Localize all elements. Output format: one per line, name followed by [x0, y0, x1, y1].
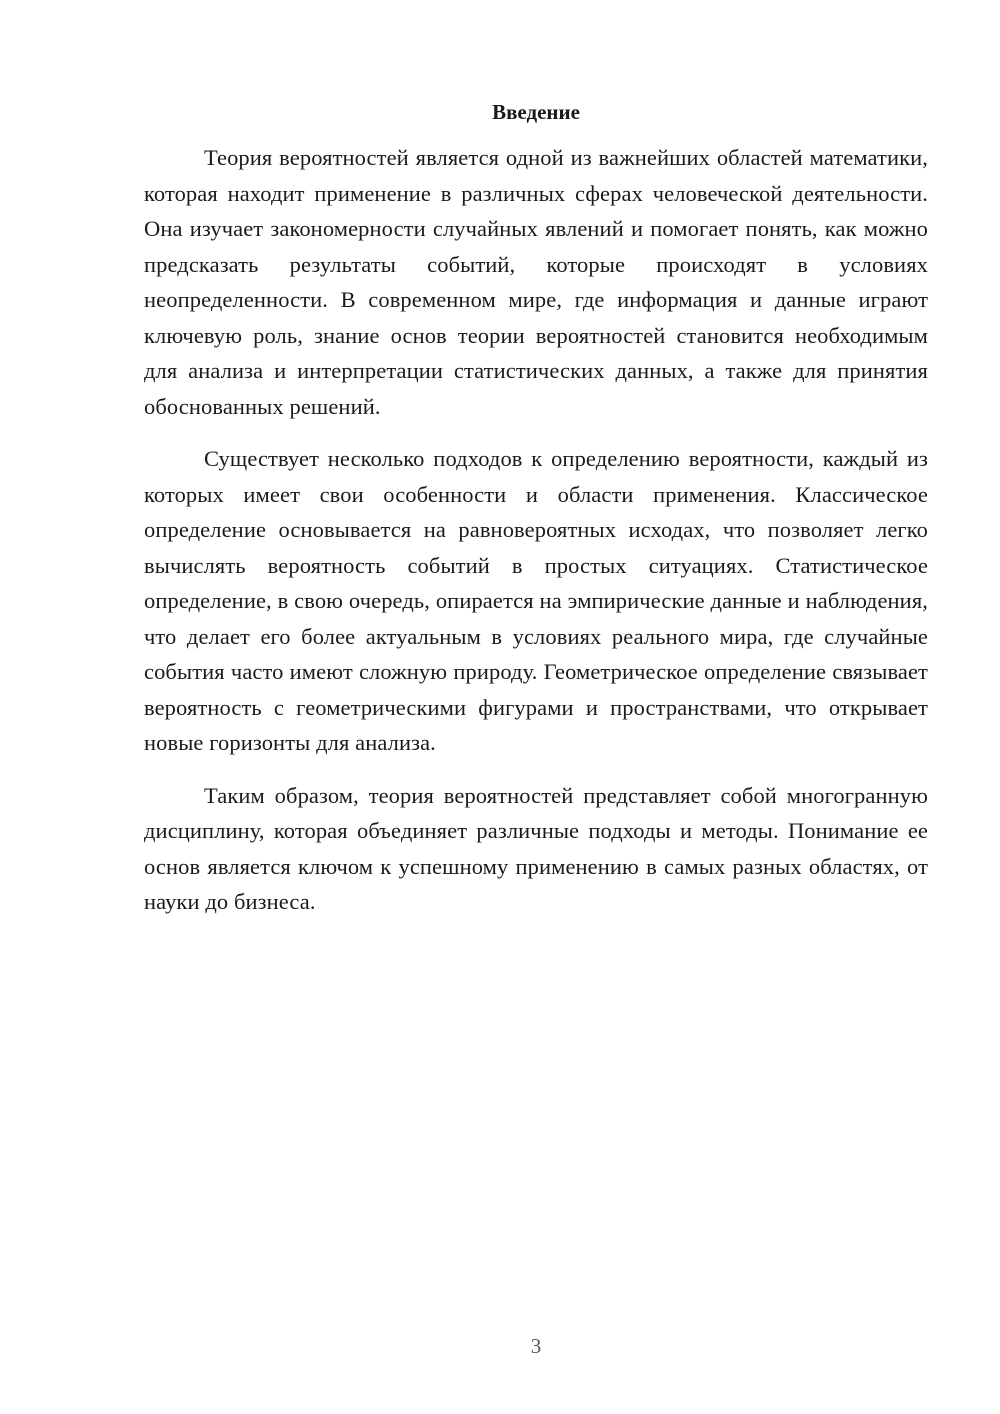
paragraph-approaches: Существует несколько подходов к определению вероятности, каждый из которых имеет свои особенности и области применения. Классическое определение основывается на равновероятных исходах, что позволяет легко вычислять вероятность событий в простых ситуациях. Статистическое определение, в свою очередь, опирается на эмпирические данные и наблюдения, что делает его более актуальным в условиях реального мира, где случайные события часто имеют сложную природу. Геометрическое определение связывает вероятность с геометрическими фигурами и пространствами, что открывает новые горизонты для анализа.: [144, 446, 928, 755]
paragraph-intro: Теория вероятностей является одной из важнейших областей математики, которая находит применение в различных сферах человеческой деятельности. Она изучает закономерности случайных явлений и помогает понять, как можно предсказать результаты событий, которые происходят в условиях неопределенности. В современном мире, где информация и данные играют ключевую роль, знание основ теории вероятностей становится необходимым для анализа и интерпретации статистических данных, а также для принятия обоснованных решений.: [144, 145, 928, 419]
paragraph-conclusion: Таким образом, теория вероятностей представляет собой многогранную дисциплину, которая объединяет различные подходы и методы. Понимание ее основ является ключом к успешному применению в самых разных областях, от науки до бизнеса.: [144, 782, 928, 914]
body-text: [144, 140, 928, 937]
page-number: 3: [530, 1334, 542, 1358]
page-title: Введение: [492, 100, 580, 124]
